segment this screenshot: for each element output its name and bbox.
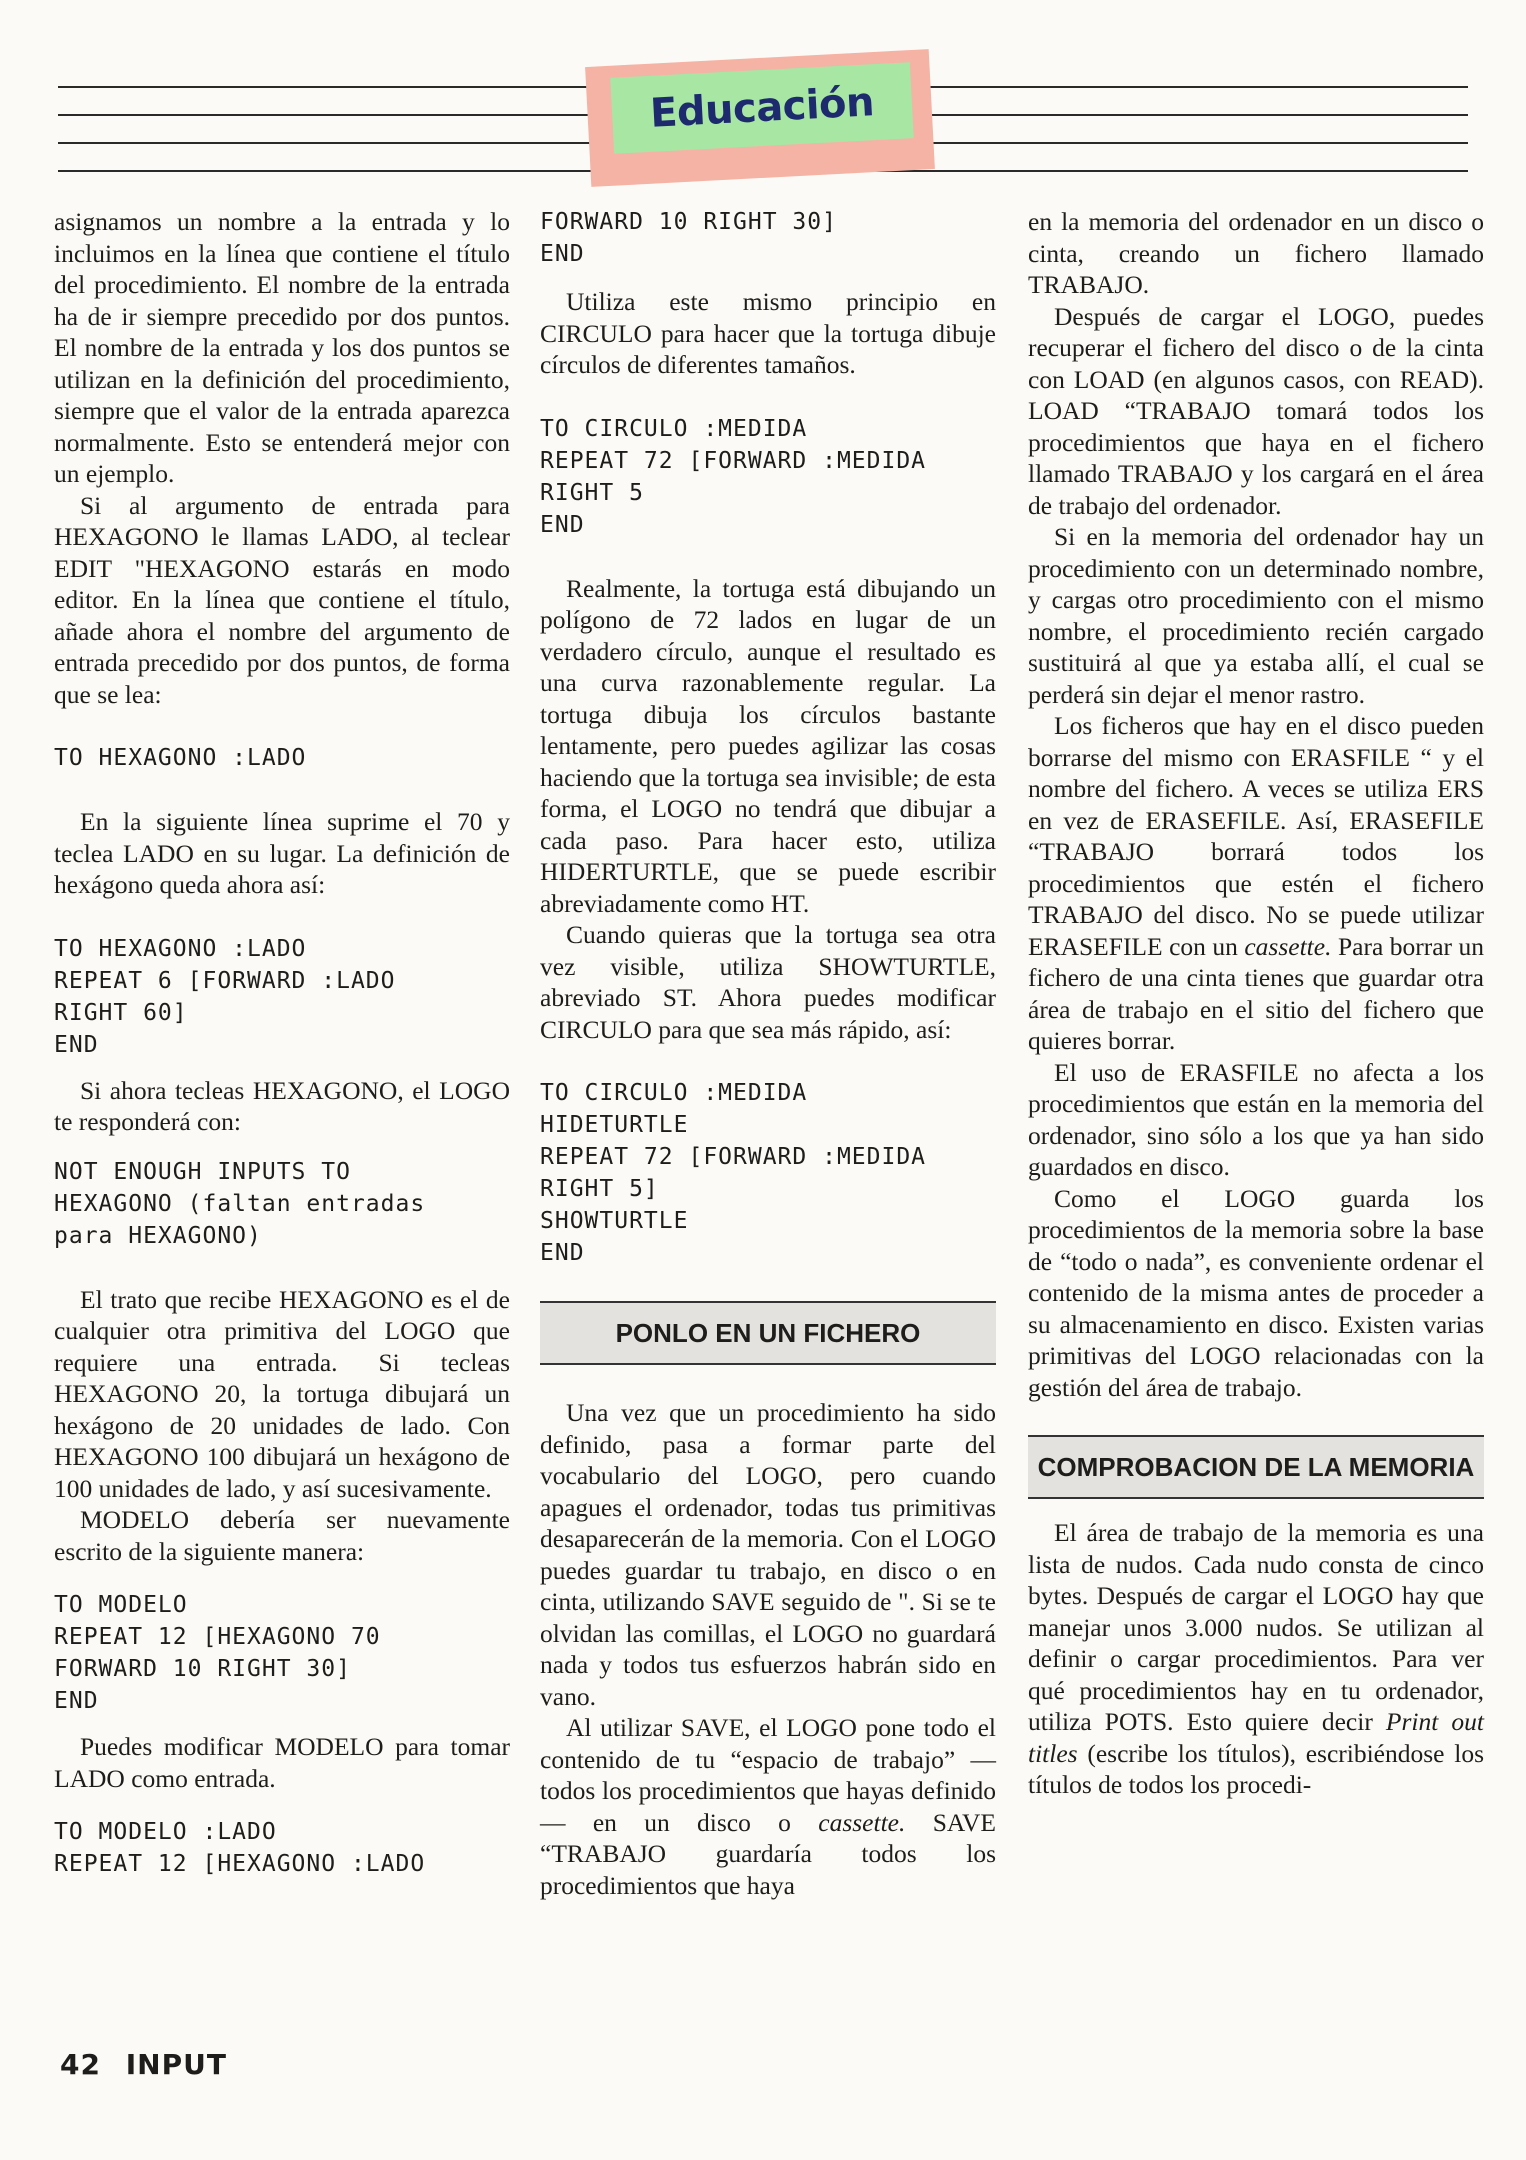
- code-block: NOT ENOUGH INPUTS TO HEXAGONO (faltan entradas para HEXAGONO): [54, 1158, 426, 1249]
- code-block: TO HEXAGONO :LADO: [54, 745, 307, 771]
- paragraph: en la memoria del ordenador en un disco o cinta, creando un fichero llamado TRABAJO.: [1028, 207, 1484, 299]
- magazine-name: INPUT: [125, 2048, 227, 2081]
- section-tag: [610, 62, 914, 154]
- section-tag-label: Educación: [648, 79, 876, 137]
- text-run: Al utilizar SAVE, el LOGO pone todo el contenido de tu “espacio de trabajo” —todos los procedimientos que hayas definido— en un disco o: [540, 1713, 996, 1837]
- paragraph: Si ahora tecleas HEXAGONO, el LOGO te responderá con:: [54, 1075, 510, 1136]
- emphasis: cassette.: [818, 1807, 906, 1837]
- column-1: [54, 206, 510, 1880]
- section-heading-box: PONLO EN UN FICHERO: [540, 1301, 996, 1365]
- text-run: (escribe los títulos), escribiéndose los títulos de todos los procedi-: [1028, 1738, 1485, 1799]
- paragraph: Después de cargar el LOGO, puedes recuperar el fichero del disco o de la cinta con LOAD (en algunos casos, con READ). LOAD “TRABAJO tomará todos los procedimientos que haya en el fichero llamado TRABAJO y los cargará en el área de trabajo del ordenador.: [1028, 301, 1484, 520]
- column-2: [540, 206, 996, 1901]
- section-heading-box: COMPROBACION DE LA MEMORIA: [1028, 1435, 1484, 1499]
- paragraph: Si en la memoria del ordenador hay un procedimiento con un determinado nombre, y cargas otro procedimiento con el mismo nombre, el procedimiento recién cargado sustituirá al que ya estaba allí, el cual se perderá sin dejar el menor rastro.: [1028, 522, 1484, 709]
- paragraph: asignamos un nombre a la entrada y lo incluimos en la línea que contiene el título del procedimiento. El nombre de la entrada ha de ir siempre precedido por dos puntos. El nombre de la entrada y los dos puntos se utilizan en la definición del procedimiento, siempre que el valor de la entrada aparezca normalmente. Esto se entenderá mejor con un ejemplo.: [54, 207, 510, 488]
- paragraph: MODELO debería ser nuevamente escrito de la siguiente manera:: [54, 1505, 510, 1566]
- paragraph: En la siguiente línea suprime el 70 y teclea LADO en su lugar. La definición de hexágono queda ahora así:: [54, 807, 510, 899]
- text-run: SAVE “TRABAJO guardaría todos los procedimientos que haya: [540, 1807, 997, 1900]
- code-block: FORWARD 10 RIGHT 30] END: [540, 209, 837, 267]
- text-run: Para borrar un fichero de una cinta tienes que guardar otra área de trabajo en el sitio del fichero que quieres borrar.: [1028, 931, 1485, 1055]
- paragraph: Cuando quieras que la tortuga sea otra vez visible, utiliza SHOWTURTLE, abreviado ST. Ahora puedes modificar CIRCULO para que sea más rápido, así:: [540, 920, 996, 1044]
- text-run: El área de trabajo de la memoria es una lista de nudos. Cada nudo consta de cinco bytes. Después de cargar el LOGO hay que manejar unos 3.000 nudos. Se utilizan al definir o cargar procedimientos. Para ver qué procedimientos hay en tu ordenador, utiliza POTS. Esto quiere decir: [1028, 1518, 1484, 1736]
- page-footer: [60, 2048, 227, 2081]
- page-number: 42: [60, 2048, 101, 2081]
- code-block: TO MODELO :LADO REPEAT 12 [HEXAGONO :LADO: [54, 1819, 426, 1877]
- column-3: [1028, 206, 1484, 1801]
- code-block: TO CIRCULO :MEDIDA HIDETURTLE REPEAT 72 [FORWARD :MEDIDA RIGHT 5] SHOWTURTLE END: [540, 1080, 927, 1266]
- code-block: TO CIRCULO :MEDIDA REPEAT 72 [FORWARD :MEDIDA RIGHT 5 END: [540, 415, 927, 538]
- paragraph: [1028, 710, 1484, 1057]
- paragraph: Si al argumento de entrada para HEXAGONO le llamas LADO, al teclear EDIT "HEXAGONO estarás en modo editor. En la línea que contiene el título, añade ahora el nombre del argumento de entrada precedido por dos puntos, de forma que se lea:: [54, 490, 510, 709]
- paragraph: El trato que recibe HEXAGONO es el de cualquier otra primitiva del LOGO que requiere una entrada. Si tecleas HEXAGONO 20, la tortuga dibujará un hexágono de 20 unidades de lado. Con HEXAGONO 100 dibujará un hexágono de 100 unidades de lado, y así sucesivamente.: [54, 1284, 510, 1503]
- paragraph: Puedes modificar MODELO para tomar LADO como entrada.: [54, 1732, 510, 1793]
- emphasis: Print out titles: [1028, 1707, 1484, 1768]
- emphasis: cassette.: [1244, 931, 1332, 961]
- paragraph: [1028, 1517, 1484, 1801]
- code-block: TO HEXAGONO :LADO REPEAT 6 [FORWARD :LADO RIGHT 60] END: [54, 935, 396, 1058]
- paragraph: Realmente, la tortuga está dibujando un polígono de 72 lados en lugar de un verdadero círculo, aunque el resultado es una curva razonablemente regular. La tortuga dibuja los círculos bastante lentamente, pero puedes agilizar las cosas haciendo que la tortuga sea invisible; de esta forma, el LOGO no tendrá que dibujar a cada paso. Para hacer esto, utiliza HIDERTURTLE, que se puede escribir abreviadamente como HT.: [540, 573, 996, 918]
- paragraph: El uso de ERASFILE no afecta a los procedimientos que están en la memoria del ordenador, sino sólo a los que ya han sido guardados en disco.: [1028, 1057, 1484, 1181]
- paragraph: [540, 1712, 996, 1901]
- paragraph: Utiliza este mismo principio en CIRCULO para hacer que la tortuga dibuje círculos de diferentes tamaños.: [540, 287, 996, 379]
- paragraph: Una vez que un procedimiento ha sido definido, pasa a formar parte del vocabulario del LOGO, pero cuando apagues el ordenador, todas tus primitivas desaparecerán de la memoria. Con el LOGO puedes guardar tu trabajo, en disco o en cinta, utilizando SAVE seguido de ". Si se te olvidan las comillas, el LOGO no guardará nada y todos tus esfuerzos habrán sido en vano.: [540, 1398, 996, 1711]
- code-block: TO MODELO REPEAT 12 [HEXAGONO 70 FORWARD 10 RIGHT 30] END: [54, 1592, 381, 1714]
- text-run: Los ficheros que hay en el disco pueden borrarse del mismo con ERASFILE “ y el nombre del fichero. A veces se utiliza ERS en vez de ERASEFILE. Así, ERASEFILE “TRABAJO borrará todos los procedimientos que estén el fichero TRABAJO del disco. No se puede utilizar ERASEFILE con un: [1028, 711, 1484, 961]
- paragraph: Como el LOGO guarda los procedimientos de la memoria sobre la base de “todo o nada”, es conveniente ordenar el contenido de la misma antes de proceder a su almacenamiento en disco. Existen varias primitivas del LOGO relacionadas con la gestión del área de trabajo.: [1028, 1183, 1484, 1402]
